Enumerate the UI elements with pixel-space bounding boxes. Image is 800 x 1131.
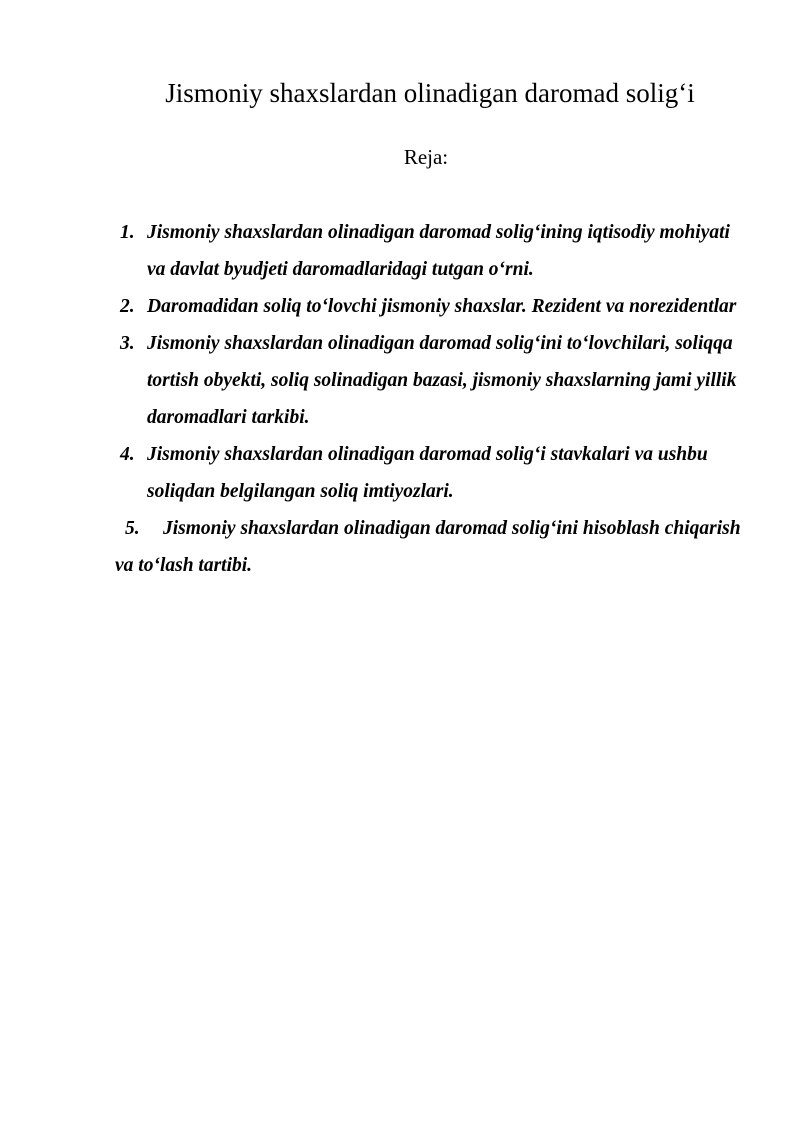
plan-item-text: Jismoniy shaxslardan olinadigan daromad solig‘ini to‘lovchilari, soliqqa tortish obyekti, soliq solinadigan bazasi, jismoniy shaxslarning jami yillik daromadlari tarkibi. <box>147 333 737 428</box>
plan-heading: Reja: <box>403 145 449 169</box>
plan-item-1 <box>0 214 747 288</box>
plan-item-5 <box>0 510 755 584</box>
plan-item-text: Jismoniy shaxslardan olinadigan daromad solig‘i stavkalari va ushbu soliqdan belgilangan soliq imtiyozlari. <box>147 444 708 502</box>
plan-item-2 <box>0 288 747 325</box>
plan-item-text: Jismoniy shaxslardan olinadigan daromad solig‘ini hisoblash chiqarish va to‘lash tartibi. <box>115 518 741 576</box>
plan-list <box>0 214 800 584</box>
plan-item-3 <box>0 325 747 436</box>
document-title: Jismoniy shaxslardan olinadigan daromad solig‘i <box>165 78 695 108</box>
plan-item-text: Jismoniy shaxslardan olinadigan daromad solig‘ining iqtisodiy mohiyati va davlat byudjeti daromadlaridagi tutgan o‘rni. <box>147 222 730 280</box>
plan-item-number: 3. <box>120 333 135 354</box>
plan-item-number: 5. <box>125 518 140 539</box>
plan-item-number: 4. <box>120 444 135 465</box>
plan-item-text: Daromadidan soliq to‘lovchi jismoniy shaxslar. Rezident va norezidentlar <box>147 296 737 317</box>
plan-item-4 <box>0 436 747 510</box>
plan-item-number: 2. <box>120 296 135 317</box>
plan-item-number: 1. <box>120 222 135 243</box>
